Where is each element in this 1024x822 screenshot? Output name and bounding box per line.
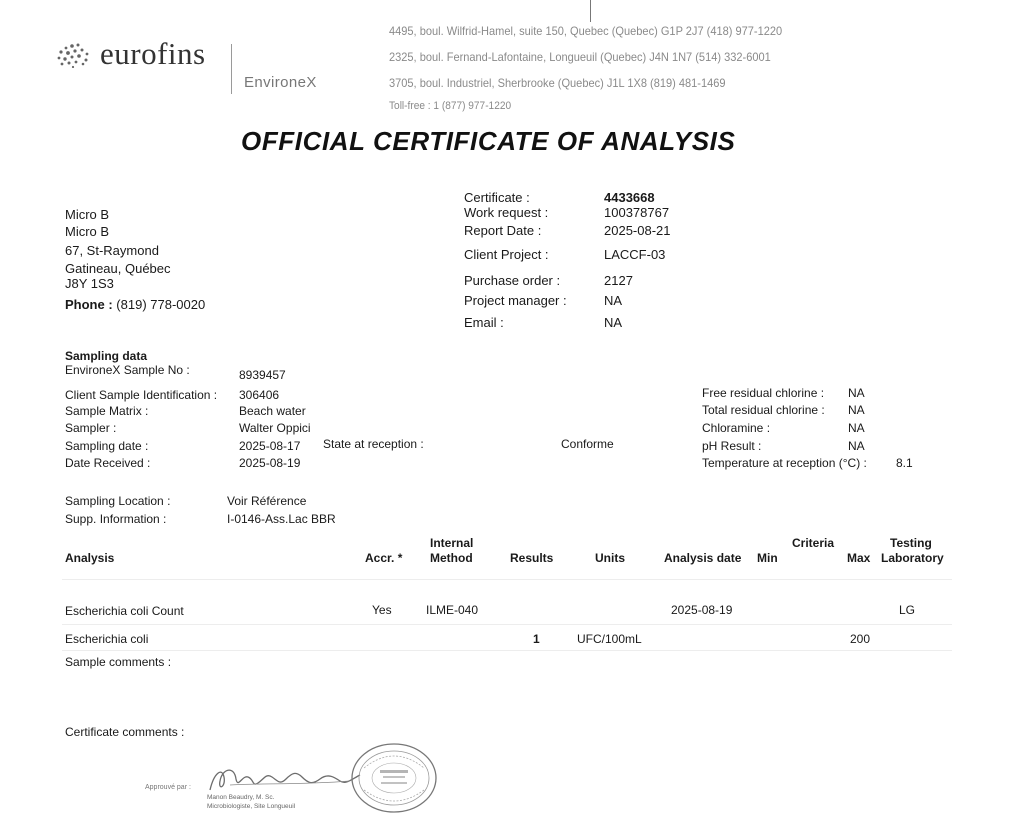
purchase-order-value: 2127 <box>604 273 633 288</box>
sample-matrix-label: Sample Matrix : <box>65 404 149 418</box>
row2-results: 1 <box>533 632 540 646</box>
temperature-value: 8.1 <box>896 456 913 470</box>
approver-name: Manon Beaudry, M. Sc. <box>207 794 275 801</box>
email-label: Email : <box>464 315 504 330</box>
sampler-label: Sampler : <box>65 421 117 435</box>
col-results-header: Results <box>510 551 554 565</box>
col-method-header-2: Method <box>430 551 473 565</box>
temperature-label: Temperature at reception (°C) : <box>702 456 867 470</box>
table-header-rule <box>62 579 952 580</box>
phone-label: Phone : <box>65 297 113 312</box>
date-received-value: 2025-08-19 <box>239 456 301 470</box>
col-analysis-header: Analysis <box>65 551 115 565</box>
row1-lab: LG <box>899 603 916 617</box>
report-date-label: Report Date : <box>464 223 542 238</box>
client-phone <box>65 297 205 312</box>
sub-brand-name: EnvironeX <box>244 74 317 91</box>
col-max-header: Max <box>847 551 871 565</box>
chloramine-value: NA <box>848 421 865 435</box>
supp-info-value: I-0146-Ass.Lac BBR <box>227 512 336 526</box>
date-received-label: Date Received : <box>65 456 151 470</box>
row1-date: 2025-08-19 <box>671 603 733 617</box>
col-method-header-1: Internal <box>430 536 474 550</box>
total-chlorine-label: Total residual chlorine : <box>702 403 825 417</box>
state-reception-value: Conforme <box>561 437 614 451</box>
client-line-3: 67, St-Raymond <box>65 243 159 258</box>
sampling-date-label: Sampling date : <box>65 439 149 453</box>
client-sample-id-label: Client Sample Identification : <box>65 388 218 402</box>
row2-units: UFC/100mL <box>577 632 642 646</box>
project-manager-label: Project manager : <box>464 293 567 308</box>
col-date-header: Analysis date <box>664 551 742 565</box>
certificate-label: Certificate : <box>464 190 530 205</box>
row1-analysis: Escherichia coli Count <box>65 604 184 618</box>
text-cursor-line <box>590 0 591 22</box>
approver-role: Microbiologiste, Site Longueuil <box>207 803 296 810</box>
page-title: OFFICIAL CERTIFICATE OF ANALYSIS <box>241 126 736 156</box>
address-line-2: 2325, boul. Fernand-Lafontaine, Longueuil (Quebec) J4N 1N7 (514) 332-6001 <box>389 50 771 64</box>
sampling-location-label: Sampling Location : <box>65 494 171 508</box>
free-chlorine-value: NA <box>848 386 865 400</box>
logo-divider <box>231 44 232 94</box>
work-request-label: Work request : <box>464 205 549 220</box>
report-date-value: 2025-08-21 <box>604 223 671 238</box>
client-sample-id-value: 306406 <box>239 388 280 402</box>
address-line-3: 3705, boul. Industriel, Sherbrooke (Quebec) J1L 1X8 (819) 481-1469 <box>389 76 726 90</box>
client-line-2: Micro B <box>65 224 110 239</box>
sampling-location-value: Voir Référence <box>227 494 307 508</box>
state-reception-label: State at reception : <box>323 437 424 451</box>
address-line-1: 4495, boul. Wilfrid-Hamel, suite 150, Quebec (Quebec) G1P 2J7 (418) 977-1220 <box>389 24 783 38</box>
phone-value: (819) 778-0020 <box>116 297 206 312</box>
sample-comments-label: Sample comments : <box>65 655 172 669</box>
sampling-date-value: 2025-08-17 <box>239 439 301 453</box>
supp-info-label: Supp. Information : <box>65 512 167 526</box>
sample-matrix-value: Beach water <box>239 404 306 418</box>
col-min-header: Min <box>757 551 778 565</box>
certificate-comments-label: Certificate comments : <box>65 725 185 739</box>
row-divider <box>62 624 952 625</box>
col-criteria-header: Criteria <box>792 536 835 550</box>
client-project-label: Client Project : <box>464 247 549 262</box>
sampler-value: Walter Oppici <box>239 421 311 435</box>
client-project-value: LACCF-03 <box>604 247 666 262</box>
row2-analysis: Escherichia coli <box>65 632 149 646</box>
free-chlorine-label: Free residual chlorine : <box>702 386 825 400</box>
approved-by-label: Approuvé par : <box>145 784 191 791</box>
brand-name: eurofins <box>100 36 206 71</box>
chloramine-label: Chloramine : <box>702 421 771 435</box>
purchase-order-label: Purchase order : <box>464 273 561 288</box>
col-accr-header: Accr. * <box>365 551 403 565</box>
toll-free-line: Toll-free : 1 (877) 977-1220 <box>389 100 512 112</box>
eurofins-logo-icon <box>56 42 92 68</box>
certificate-number: 4433668 <box>604 190 655 205</box>
ph-result-label: pH Result : <box>702 439 762 453</box>
col-units-header: Units <box>595 551 625 565</box>
ph-result-value: NA <box>848 439 865 453</box>
row-divider <box>62 650 952 651</box>
sample-no-label: EnvironeX Sample No : <box>65 363 190 377</box>
client-line-1: Micro B <box>65 207 110 222</box>
row2-max: 200 <box>850 632 871 646</box>
email-value: NA <box>604 315 623 330</box>
project-manager-value: NA <box>604 293 623 308</box>
row1-method: ILME-040 <box>426 603 479 617</box>
col-lab-header-1: Testing <box>890 536 932 550</box>
row1-accr: Yes <box>372 603 392 617</box>
sample-no-value: 8939457 <box>239 368 286 382</box>
sampling-heading: Sampling data <box>65 349 148 363</box>
work-request-value: 100378767 <box>604 205 670 220</box>
official-seal-icon <box>350 742 438 814</box>
client-line-4: Gatineau, Québec <box>65 261 171 276</box>
client-line-5: J8Y 1S3 <box>65 276 114 291</box>
col-lab-header-2: Laboratory <box>881 551 944 565</box>
total-chlorine-value: NA <box>848 403 865 417</box>
